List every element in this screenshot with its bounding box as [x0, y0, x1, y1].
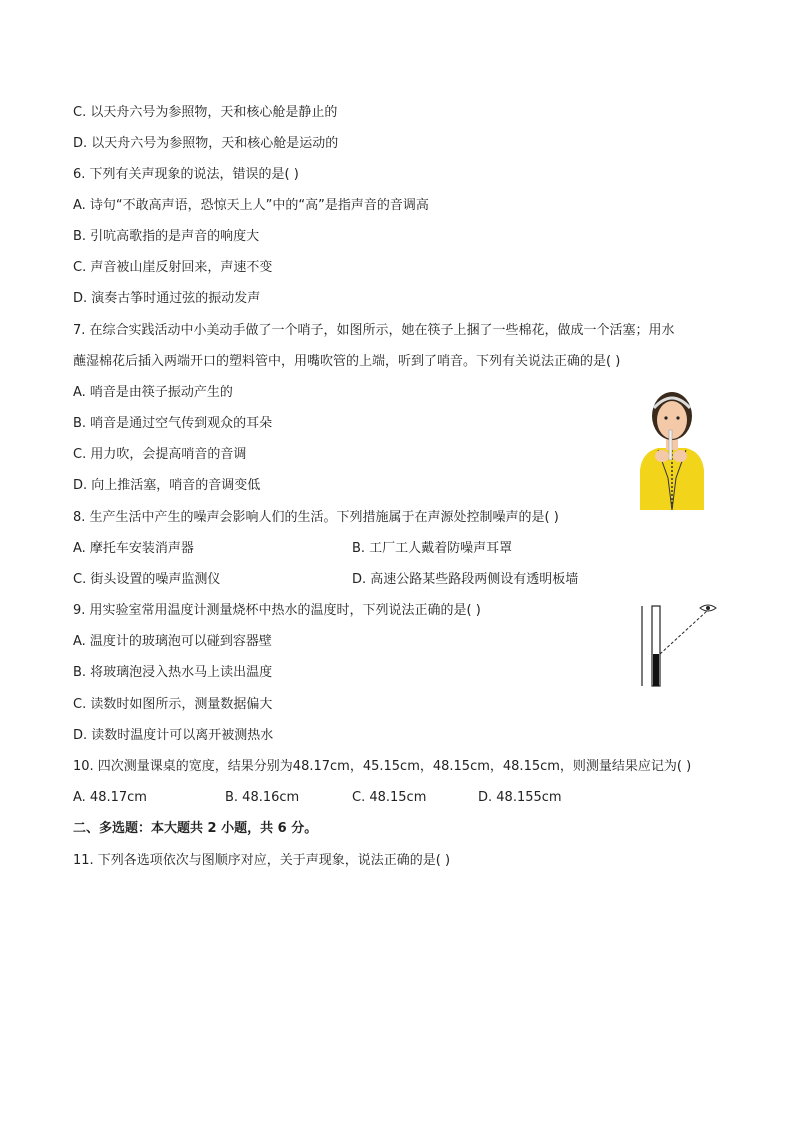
question-11: 11. 下列各选项依次与图顺序对应，关于声现象，说法正确的是( ) [73, 853, 451, 868]
question-6: 6. 下列有关声现象的说法，错误的是( ) [73, 167, 299, 182]
section-2-heading: 二、多选题：本大题共 2 小题，共 6 分。 [73, 821, 318, 836]
q9-option-c: C. 读数时如图所示，测量数据偏大 [73, 697, 273, 712]
question-7-line2: 蘸湿棉花后插入两端开口的塑料管中，用嘴吹管的上端，听到了哨音。下列有关说法正确的是( ) [73, 354, 621, 369]
q6-option-a: A. 诗句“不敢高声语，恐惊天上人”中的“高”是指声音的音调高 [73, 198, 429, 213]
q7-option-b: B. 哨音是通过空气传到观众的耳朵 [73, 416, 273, 431]
girl-whistle-figure [628, 378, 716, 510]
q8-option-a: A. 摩托车安装消声器 [73, 541, 194, 556]
q5-option-c: C. 以天舟六号为参照物，天和核心舱是静止的 [73, 105, 338, 120]
q8-option-c: C. 街头设置的噪声监测仪 [73, 572, 221, 587]
question-7-line1: 7. 在综合实践活动中小美动手做了一个哨子，如图所示，她在筷子上捆了一些棉花，做成一个活塞；用水 [73, 323, 675, 338]
q9-option-d: D. 读数时温度计可以离开被测热水 [73, 728, 274, 743]
question-8: 8. 生产生活中产生的噪声会影响人们的生活。下列措施属于在声源处控制噪声的是( ) [73, 510, 559, 525]
q6-option-b: B. 引吭高歌指的是声音的响度大 [73, 229, 260, 244]
q9-option-a: A. 温度计的玻璃泡可以碰到容器壁 [73, 634, 272, 649]
q7-option-a: A. 哨音是由筷子振动产生的 [73, 385, 233, 400]
q10-option-b: B. 48.16cm [225, 790, 300, 805]
question-10: 10. 四次测量课桌的宽度，结果分别为48.17cm，45.15cm，48.15cm，48.15cm，则测量结果应记为( ) [73, 759, 692, 774]
question-9: 9. 用实验室常用温度计测量烧杯中热水的温度时，下列说法正确的是( ) [73, 603, 481, 618]
q10-option-d: D. 48.155cm [478, 790, 562, 805]
q10-option-c: C. 48.15cm [352, 790, 427, 805]
q7-option-d: D. 向上推活塞，哨音的音调变低 [73, 478, 261, 493]
q6-option-d: D. 演奏古筝时通过弦的振动发声 [73, 291, 261, 306]
q7-option-c: C. 用力吹，会提高哨音的音调 [73, 447, 247, 462]
q5-option-d: D. 以天舟六号为参照物，天和核心舱是运动的 [73, 136, 339, 151]
q9-option-b: B. 将玻璃泡浸入热水马上读出温度 [73, 665, 273, 680]
q6-option-c: C. 声音被山崖反射回来，声速不变 [73, 260, 273, 275]
thermometer-reading-figure [636, 602, 724, 688]
q10-option-a: A. 48.17cm [73, 790, 147, 805]
q8-option-b: B. 工厂工人戴着防噪声耳罩 [352, 541, 513, 556]
q8-option-d: D. 高速公路某些路段两侧设有透明板墙 [352, 572, 579, 587]
